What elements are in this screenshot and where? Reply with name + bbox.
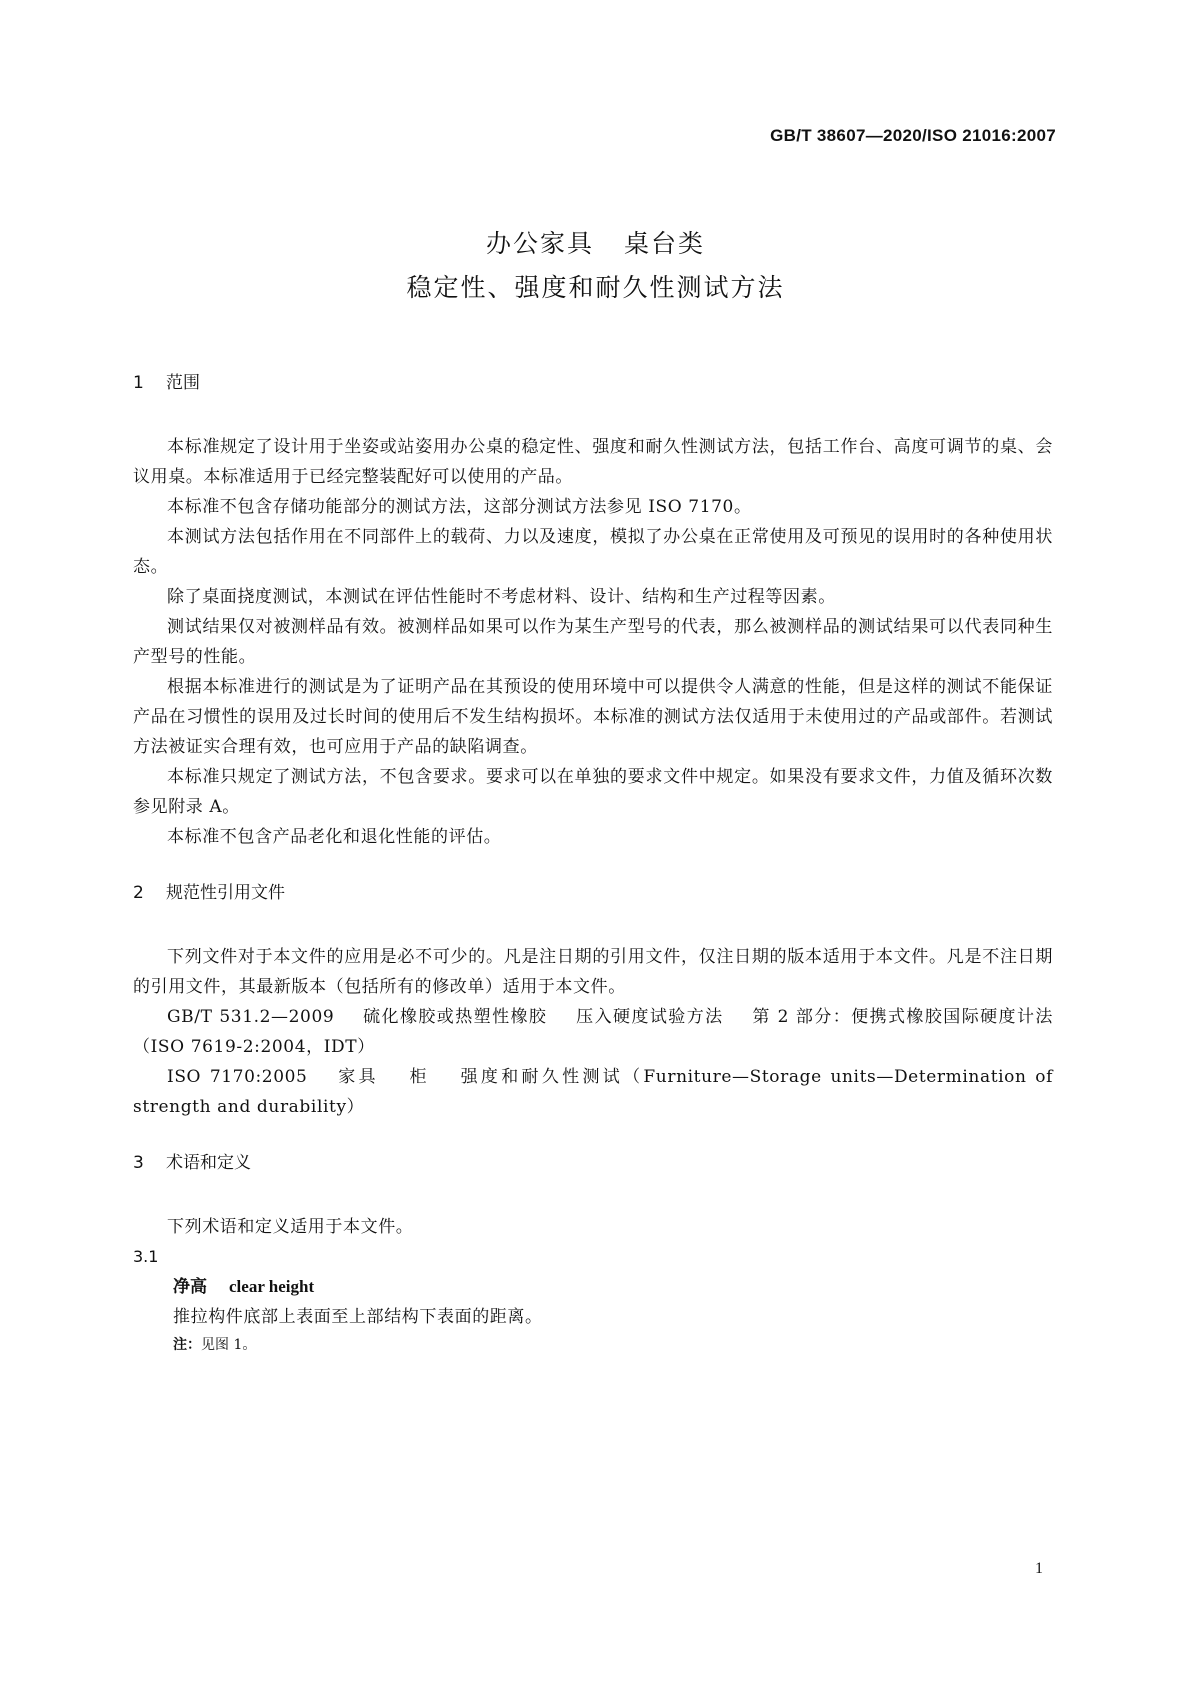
page-number: 1 — [1035, 1560, 1043, 1577]
section-heading-terms-and-definitions — [133, 1148, 1053, 1178]
reference-title-part: 压入硬度试验方法 — [575, 1007, 724, 1027]
title-line-1-part-2: 桌台类 — [624, 229, 706, 258]
section-number: 2 — [133, 883, 144, 903]
term-chinese: 净高 — [173, 1277, 207, 1297]
paragraph: 本测试方法包括作用在不同部件上的载荷、力以及速度，模拟了办公桌在正常使用及可预见的误用时的各种使用状态。 — [133, 527, 1053, 577]
document-body — [133, 368, 1053, 1384]
term-english: clear height — [229, 1277, 315, 1296]
reference-iso-7170 — [133, 1062, 1053, 1122]
term-definition: 推拉构件底部上表面至上部结构下表面的距离。 — [173, 1307, 543, 1327]
section-number: 3 — [133, 1153, 144, 1173]
section-normative-references — [133, 878, 1053, 1122]
term-entry — [133, 1272, 1053, 1302]
paragraph: 本标准不包含产品老化和退化性能的评估。 — [167, 827, 502, 847]
section-title: 术语和定义 — [166, 1153, 251, 1173]
term-note — [133, 1332, 1053, 1358]
document-title — [0, 222, 1191, 310]
paragraph: 本标准不包含存储功能部分的测试方法，这部分测试方法参见 ISO 7170。 — [167, 497, 752, 517]
section-number: 1 — [133, 373, 144, 393]
paragraph: 下列术语和定义适用于本文件。 — [167, 1217, 414, 1237]
paragraph: 本标准只规定了测试方法，不包含要求。要求可以在单独的要求文件中规定。如果没有要求文件，力值及循环次数参见附录 A。 — [133, 767, 1053, 817]
title-line-2: 稳定性、强度和耐久性测试方法 — [406, 273, 785, 302]
paragraph: 下列文件对于本文件的应用是必不可少的。凡是注日期的引用文件，仅注日期的版本适用于本文件。凡是不注日期的引用文件，其最新版本（包括所有的修改单）适用于本文件。 — [133, 947, 1053, 997]
section-scope — [133, 368, 1053, 852]
paragraph: 测试结果仅对被测样品有效。被测样品如果可以作为某生产型号的代表，那么被测样品的测试结果可以代表同种生产型号的性能。 — [133, 617, 1053, 667]
reference-title-part: 强度和耐久性测试（Furniture—Storage units—Determination of strength and durability） — [133, 1067, 1053, 1117]
reference-title-part: 家具 — [335, 1067, 379, 1087]
section-title: 范围 — [166, 373, 200, 393]
title-line-1-part-1: 办公家具 — [485, 229, 594, 258]
paragraph: 根据本标准进行的测试是为了证明产品在其预设的使用环境中可以提供令人满意的性能，但是这样的测试不能保证产品在习惯性的误用及过长时间的使用后不发生结构损坏。本标准的测试方法仅适用于未使用过的产品或部件。若测试方法被证实合理有效，也可应用于产品的缺陷调查。 — [133, 677, 1053, 757]
note-text: 见图 1。 — [201, 1337, 257, 1353]
reference-code: ISO 7170:2005 — [167, 1067, 308, 1087]
section-title: 规范性引用文件 — [166, 883, 285, 903]
reference-title-part: 第 2 部分：便携式橡胶国际硬度计法（ISO 7619-2:2004，IDT） — [133, 1007, 1053, 1057]
section-heading-normative-references — [133, 878, 1053, 908]
standard-code-header: GB/T 38607—2020/ISO 21016:2007 — [770, 126, 1056, 145]
reference-title-part: 硫化橡胶或热塑性橡胶 — [362, 1007, 548, 1027]
reference-title-part: 柜 — [406, 1067, 430, 1087]
note-label: 注： — [173, 1337, 201, 1353]
paragraph: 本标准规定了设计用于坐姿或站姿用办公桌的稳定性、强度和耐久性测试方法，包括工作台、高度可调节的桌、会议用桌。本标准适用于已经完整装配好可以使用的产品。 — [133, 437, 1053, 487]
reference-gb-t-531-2 — [133, 1002, 1053, 1062]
title-line-1 — [0, 222, 1191, 266]
section-heading-scope — [133, 368, 1053, 398]
term-number: 3.1 — [133, 1247, 159, 1266]
reference-code: GB/T 531.2—2009 — [167, 1007, 335, 1027]
paragraph: 除了桌面挠度测试，本测试在评估性能时不考虑材料、设计、结构和生产过程等因素。 — [167, 587, 836, 607]
section-terms-and-definitions — [133, 1148, 1053, 1358]
